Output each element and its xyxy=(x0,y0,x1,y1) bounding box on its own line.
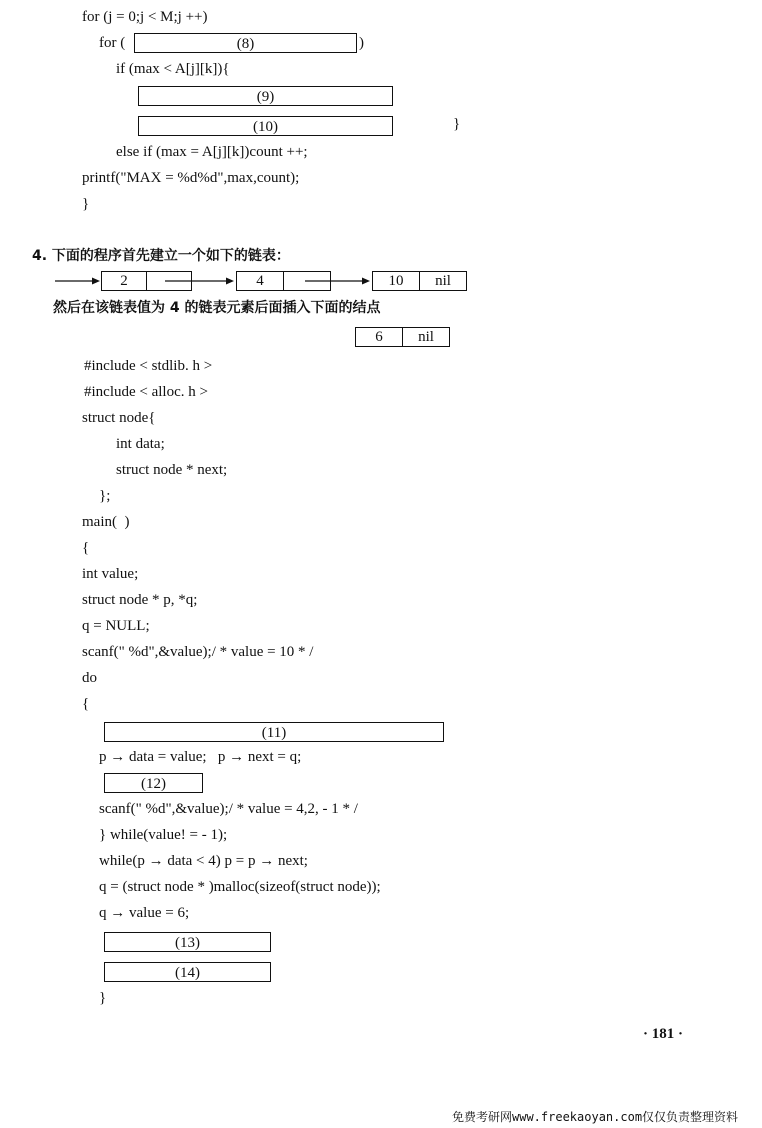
code-line: p → data = value; p → next = q; xyxy=(99,749,302,765)
list-node-next xyxy=(283,271,331,291)
footer-watermark: 免费考研网www.freekaoyan.com仅仅负责整理资料 xyxy=(452,1110,739,1124)
code-line: #include < alloc. h > xyxy=(84,384,208,400)
insert-node-next: nil xyxy=(402,327,450,347)
list-node-next: nil xyxy=(419,271,467,291)
blank-12: (12) xyxy=(104,773,203,793)
page-number: · 181 · xyxy=(643,1026,684,1042)
code-line: struct node * p, *q; xyxy=(82,592,198,608)
code-line: do xyxy=(82,670,97,686)
list-node-next xyxy=(146,271,192,291)
insert-node-value: 6 xyxy=(355,327,403,347)
code-line: main( ) xyxy=(82,514,130,530)
question-description: 然后在该链表值为 4 的链表元素后面插入下面的结点 xyxy=(53,300,381,316)
code-line: for (j = 0;j < M;j ++) xyxy=(82,9,208,25)
code-line: else if (max = A[j][k])count ++; xyxy=(116,144,308,160)
code-line: q = (struct node * )malloc(sizeof(struct node)); xyxy=(99,879,381,895)
blank-9: (9) xyxy=(138,86,393,106)
code-line: } while(value! = - 1); xyxy=(99,827,228,843)
code-line: printf("MAX = %d%d",max,count); xyxy=(82,170,300,186)
list-node-value: 2 xyxy=(101,271,147,291)
code-line: q → value = 6; xyxy=(99,905,190,921)
code-line: } xyxy=(99,990,107,1006)
code-line: int data; xyxy=(116,436,165,452)
code-line: for ( xyxy=(99,35,126,51)
code-line: { xyxy=(82,696,90,712)
blank-8: (8) xyxy=(134,33,357,53)
code-line: struct node * next; xyxy=(116,462,228,478)
code-line: } xyxy=(82,196,90,212)
question-title: 4. 下面的程序首先建立一个如下的链表： xyxy=(32,248,290,264)
list-node-value: 10 xyxy=(372,271,420,291)
code-line: { xyxy=(82,540,90,556)
code-line: int value; xyxy=(82,566,139,582)
code-line: struct node{ xyxy=(82,410,156,426)
closing-brace: } xyxy=(453,116,461,132)
linked-list-arrows xyxy=(0,0,762,300)
code-line: q = NULL; xyxy=(82,618,150,634)
blank-14: (14) xyxy=(104,962,271,982)
list-node-value: 4 xyxy=(236,271,284,291)
blank-10: (10) xyxy=(138,116,393,136)
blank-11: (11) xyxy=(104,722,444,742)
code-line: if (max < A[j][k]){ xyxy=(116,61,230,77)
code-line: #include < stdlib. h > xyxy=(84,358,213,374)
code-line: scanf(" %d",&value);/ * value = 10 * / xyxy=(82,644,314,660)
blank-13: (13) xyxy=(104,932,271,952)
code-line: }; xyxy=(99,488,111,504)
code-line: ) xyxy=(359,35,364,51)
code-line: scanf(" %d",&value);/ * value = 4,2, - 1 * / xyxy=(99,801,358,817)
code-line: while(p → data < 4) p = p → next; xyxy=(99,853,308,869)
